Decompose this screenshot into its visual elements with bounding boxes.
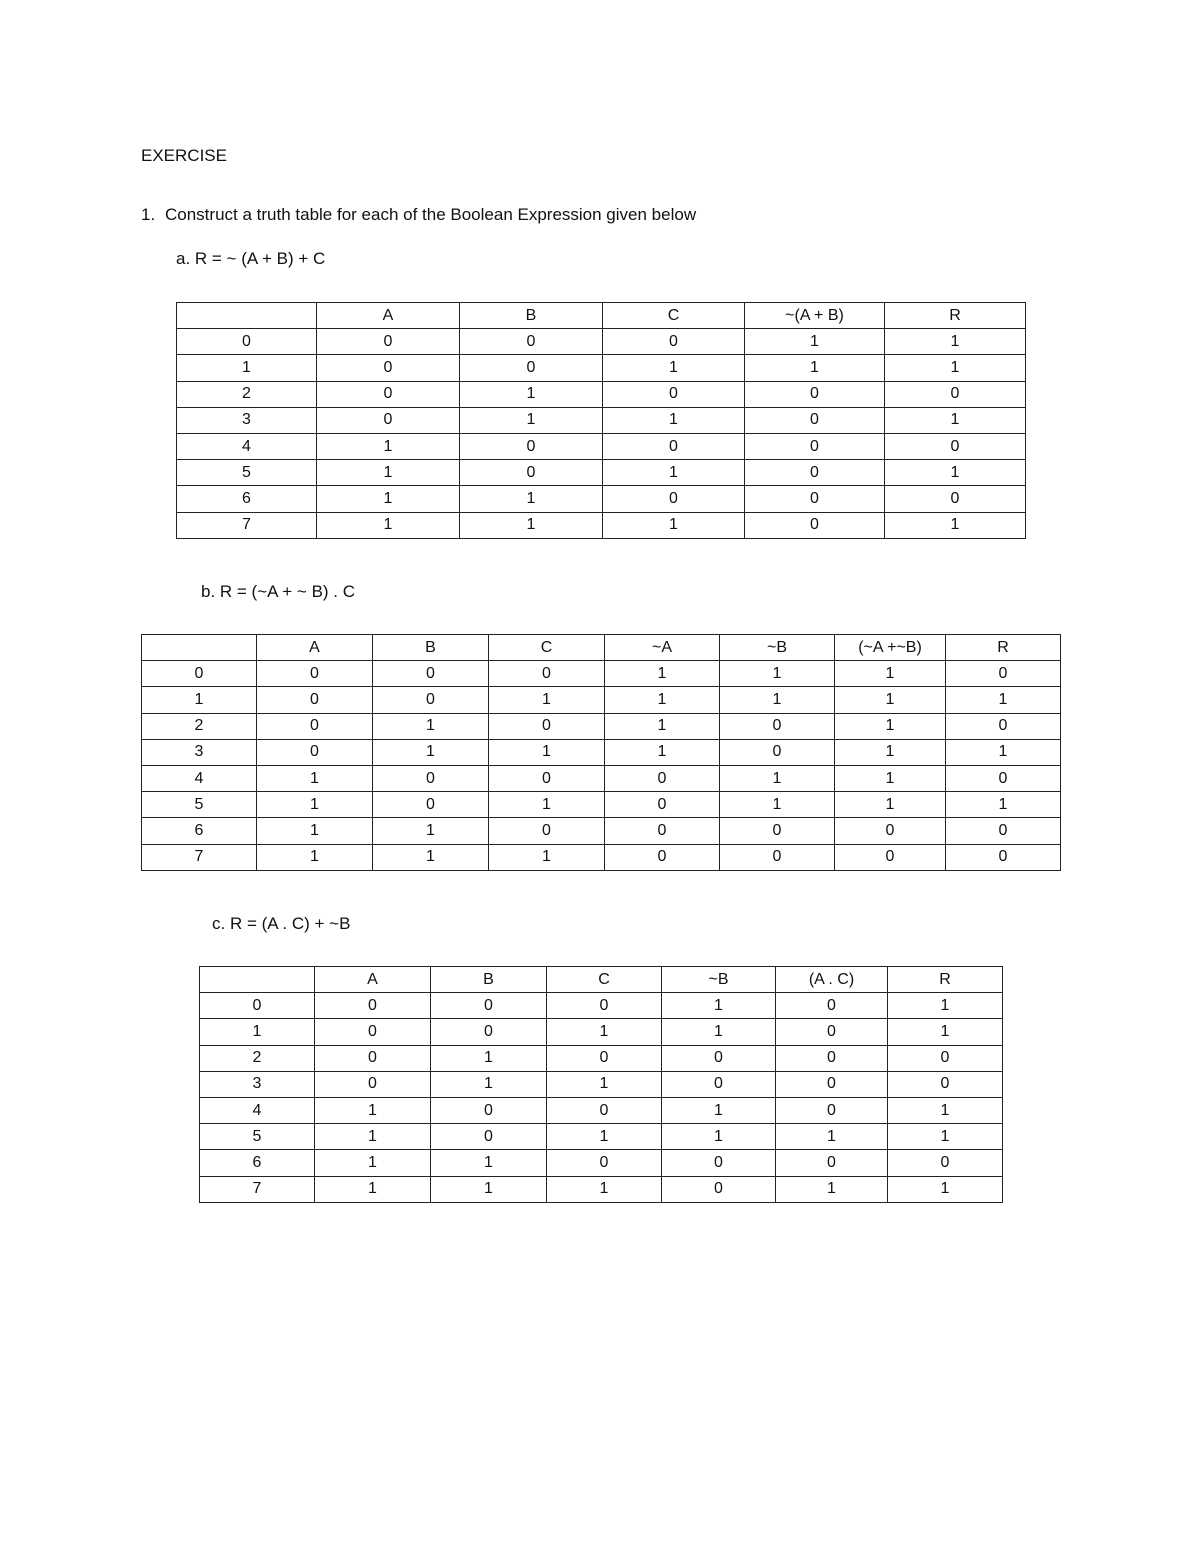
table-cell: 1	[885, 407, 1026, 433]
table-cell: 0	[373, 661, 489, 687]
table-cell: 0	[257, 661, 373, 687]
table-cell: 1	[431, 1045, 547, 1071]
table-cell: 1	[720, 661, 835, 687]
table-cell: 0	[489, 661, 605, 687]
table-cell: 1	[888, 1176, 1003, 1202]
table-cell: 0	[373, 792, 489, 818]
table-cell: 0	[315, 1019, 431, 1045]
table-cell: 1	[489, 792, 605, 818]
table-row	[142, 661, 1061, 687]
truth-table-c	[199, 966, 1003, 1203]
table-row	[200, 993, 1003, 1019]
table-row	[177, 486, 1026, 512]
table-cell: 0	[317, 355, 460, 381]
table-header-row	[200, 967, 1003, 993]
table-cell: 0	[605, 844, 720, 870]
table-cell: 0	[835, 818, 946, 844]
table-cell: 0	[885, 486, 1026, 512]
column-header: R	[888, 967, 1003, 993]
table-row	[177, 407, 1026, 433]
table-row	[142, 792, 1061, 818]
table-cell: 0	[720, 844, 835, 870]
table-cell: 1	[835, 739, 946, 765]
table-cell: 1	[460, 381, 603, 407]
table-cell: 0	[662, 1071, 776, 1097]
row-index-cell: 1	[142, 687, 257, 713]
table-cell: 0	[431, 1019, 547, 1045]
table-cell: 1	[946, 687, 1061, 713]
table-cell: 0	[603, 433, 745, 459]
table-cell: 1	[603, 407, 745, 433]
row-index-cell: 3	[142, 739, 257, 765]
table-cell: 0	[257, 713, 373, 739]
table-cell: 0	[603, 486, 745, 512]
column-header: R	[885, 303, 1026, 329]
table-row	[142, 713, 1061, 739]
table-cell: 1	[835, 661, 946, 687]
table-cell: 0	[489, 713, 605, 739]
table-cell: 0	[946, 713, 1061, 739]
column-header: A	[317, 303, 460, 329]
row-index-cell: 5	[200, 1124, 315, 1150]
table-cell: 0	[547, 1097, 662, 1123]
table-cell: 1	[317, 433, 460, 459]
column-header: ~B	[662, 967, 776, 993]
table-cell: 0	[662, 1176, 776, 1202]
table-cell: 1	[885, 329, 1026, 355]
table-cell: 1	[315, 1124, 431, 1150]
table-cell: 1	[315, 1150, 431, 1176]
table-cell: 0	[662, 1150, 776, 1176]
question-1	[141, 204, 696, 226]
row-index-cell: 2	[177, 381, 317, 407]
table-cell: 0	[605, 765, 720, 791]
table-cell: 1	[489, 739, 605, 765]
table-cell: 1	[257, 792, 373, 818]
column-header	[200, 967, 315, 993]
table-cell: 1	[460, 407, 603, 433]
column-header: ~B	[720, 635, 835, 661]
table-cell: 0	[605, 818, 720, 844]
row-index-cell: 0	[200, 993, 315, 1019]
table-cell: 1	[605, 687, 720, 713]
column-header: B	[431, 967, 547, 993]
table-cell: 1	[257, 818, 373, 844]
row-index-cell: 0	[177, 329, 317, 355]
row-index-cell: 6	[142, 818, 257, 844]
table-cell: 0	[603, 329, 745, 355]
table-cell: 1	[776, 1176, 888, 1202]
table-cell: 1	[431, 1150, 547, 1176]
table-cell: 0	[460, 460, 603, 486]
table-cell: 0	[745, 381, 885, 407]
table-cell: 1	[835, 713, 946, 739]
column-header: C	[489, 635, 605, 661]
table-cell: 0	[745, 433, 885, 459]
table-cell: 0	[776, 1097, 888, 1123]
table-cell: 0	[315, 993, 431, 1019]
table-row	[200, 1071, 1003, 1097]
table-cell: 1	[835, 687, 946, 713]
column-header: C	[547, 967, 662, 993]
table-row	[200, 1045, 1003, 1071]
table-cell: 1	[720, 792, 835, 818]
table-cell: 0	[315, 1045, 431, 1071]
table-cell: 1	[373, 739, 489, 765]
row-index-cell: 6	[200, 1150, 315, 1176]
row-index-cell: 4	[200, 1097, 315, 1123]
row-index-cell: 0	[142, 661, 257, 687]
column-header: C	[603, 303, 745, 329]
table-cell: 1	[547, 1019, 662, 1045]
table-cell: 1	[460, 486, 603, 512]
column-header: B	[460, 303, 603, 329]
column-header: A	[315, 967, 431, 993]
table-cell: 1	[489, 687, 605, 713]
row-index-cell: 7	[177, 512, 317, 538]
part-c-label: c. R = (A . C) + ~B	[212, 914, 351, 933]
table-cell: 0	[776, 1071, 888, 1097]
table-cell: 0	[547, 1045, 662, 1071]
table-cell: 0	[431, 1124, 547, 1150]
table-cell: 1	[547, 1124, 662, 1150]
table-cell: 1	[373, 818, 489, 844]
table-cell: 0	[745, 407, 885, 433]
table-cell: 0	[257, 687, 373, 713]
truth-table-a	[176, 302, 1026, 539]
table-cell: 1	[603, 512, 745, 538]
table-cell: 1	[745, 329, 885, 355]
table-cell: 0	[946, 818, 1061, 844]
row-index-cell: 5	[177, 460, 317, 486]
table-cell: 0	[317, 407, 460, 433]
table-cell: 1	[431, 1176, 547, 1202]
row-index-cell: 3	[177, 407, 317, 433]
table-cell: 0	[776, 993, 888, 1019]
table-header-row	[177, 303, 1026, 329]
table-cell: 0	[745, 512, 885, 538]
table-cell: 1	[888, 993, 1003, 1019]
table-row	[177, 329, 1026, 355]
table-row	[200, 1124, 1003, 1150]
table-row	[200, 1150, 1003, 1176]
table-cell: 1	[257, 844, 373, 870]
row-index-cell: 6	[177, 486, 317, 512]
table-cell: 0	[720, 818, 835, 844]
table-cell: 0	[835, 844, 946, 870]
table-header-row	[142, 635, 1061, 661]
table-cell: 0	[460, 355, 603, 381]
table-row	[177, 460, 1026, 486]
table-cell: 0	[373, 765, 489, 791]
table-cell: 0	[745, 486, 885, 512]
table-cell: 1	[547, 1071, 662, 1097]
table-cell: 1	[460, 512, 603, 538]
table-cell: 1	[888, 1019, 1003, 1045]
table-cell: 1	[662, 1019, 776, 1045]
row-index-cell: 5	[142, 792, 257, 818]
column-header: (~A +~B)	[835, 635, 946, 661]
table-cell: 0	[547, 1150, 662, 1176]
table-cell: 0	[373, 687, 489, 713]
table-cell: 0	[946, 661, 1061, 687]
table-cell: 1	[431, 1071, 547, 1097]
table-cell: 1	[317, 486, 460, 512]
table-cell: 1	[885, 460, 1026, 486]
table-row	[177, 381, 1026, 407]
table-cell: 1	[373, 844, 489, 870]
table-cell: 0	[603, 381, 745, 407]
table-cell: 1	[885, 512, 1026, 538]
table-row	[177, 512, 1026, 538]
table-cell: 0	[720, 713, 835, 739]
row-index-cell: 7	[142, 844, 257, 870]
table-cell: 1	[603, 460, 745, 486]
table-cell: 1	[317, 512, 460, 538]
row-index-cell: 1	[177, 355, 317, 381]
table-row	[200, 1019, 1003, 1045]
table-cell: 1	[888, 1124, 1003, 1150]
page-heading: EXERCISE	[141, 146, 227, 165]
table-cell: 0	[605, 792, 720, 818]
table-cell: 0	[547, 993, 662, 1019]
table-cell: 1	[835, 792, 946, 818]
table-cell: 1	[315, 1097, 431, 1123]
row-index-cell: 7	[200, 1176, 315, 1202]
table-cell: 0	[431, 1097, 547, 1123]
table-cell: 0	[315, 1071, 431, 1097]
table-cell: 1	[373, 713, 489, 739]
table-cell: 0	[888, 1150, 1003, 1176]
table-cell: 0	[489, 818, 605, 844]
table-cell: 1	[489, 844, 605, 870]
table-cell: 0	[946, 844, 1061, 870]
column-header: ~(A + B)	[745, 303, 885, 329]
table-cell: 0	[431, 993, 547, 1019]
column-header	[142, 635, 257, 661]
question-text: Construct a truth table for each of the Boolean Expression given below	[165, 205, 697, 224]
table-cell: 0	[885, 433, 1026, 459]
table-cell: 0	[720, 739, 835, 765]
table-row	[177, 355, 1026, 381]
table-row	[142, 765, 1061, 791]
row-index-cell: 1	[200, 1019, 315, 1045]
table-cell: 0	[460, 433, 603, 459]
table-cell: 1	[605, 713, 720, 739]
table-cell: 1	[745, 355, 885, 381]
table-cell: 1	[605, 739, 720, 765]
table-cell: 1	[946, 792, 1061, 818]
table-cell: 1	[835, 765, 946, 791]
table-cell: 1	[662, 1124, 776, 1150]
table-cell: 1	[662, 1097, 776, 1123]
column-header	[177, 303, 317, 329]
table-row	[200, 1176, 1003, 1202]
column-header: A	[257, 635, 373, 661]
table-row	[142, 844, 1061, 870]
table-cell: 0	[317, 329, 460, 355]
column-header: R	[946, 635, 1061, 661]
table-cell: 1	[547, 1176, 662, 1202]
table-row	[142, 739, 1061, 765]
row-index-cell: 3	[200, 1071, 315, 1097]
table-cell: 0	[662, 1045, 776, 1071]
table-cell: 1	[720, 687, 835, 713]
part-b-label: b. R = (~A + ~ B) . C	[201, 582, 356, 601]
table-cell: 1	[317, 460, 460, 486]
table-cell: 0	[885, 381, 1026, 407]
part-a-label: a. R = ~ (A + B) + C	[176, 249, 326, 268]
table-cell: 0	[745, 460, 885, 486]
row-index-cell: 2	[200, 1045, 315, 1071]
table-cell: 0	[776, 1150, 888, 1176]
table-cell: 0	[888, 1045, 1003, 1071]
table-cell: 1	[315, 1176, 431, 1202]
table-cell: 1	[257, 765, 373, 791]
table-row	[142, 818, 1061, 844]
table-row	[142, 687, 1061, 713]
row-index-cell: 4	[177, 433, 317, 459]
table-row	[177, 433, 1026, 459]
truth-table-b	[141, 634, 1061, 871]
table-cell: 1	[885, 355, 1026, 381]
table-cell: 1	[720, 765, 835, 791]
table-cell: 0	[460, 329, 603, 355]
table-cell: 1	[662, 993, 776, 1019]
table-row	[200, 1097, 1003, 1123]
table-cell: 0	[888, 1071, 1003, 1097]
question-number: 1.	[141, 205, 156, 224]
table-cell: 0	[946, 765, 1061, 791]
table-cell: 0	[489, 765, 605, 791]
table-cell: 1	[603, 355, 745, 381]
table-cell: 1	[946, 739, 1061, 765]
table-cell: 0	[776, 1019, 888, 1045]
column-header: (A . C)	[776, 967, 888, 993]
row-index-cell: 4	[142, 765, 257, 791]
table-cell: 1	[888, 1097, 1003, 1123]
table-cell: 1	[776, 1124, 888, 1150]
row-index-cell: 2	[142, 713, 257, 739]
table-cell: 1	[605, 661, 720, 687]
column-header: B	[373, 635, 489, 661]
table-cell: 0	[317, 381, 460, 407]
table-cell: 0	[776, 1045, 888, 1071]
column-header: ~A	[605, 635, 720, 661]
table-cell: 0	[257, 739, 373, 765]
